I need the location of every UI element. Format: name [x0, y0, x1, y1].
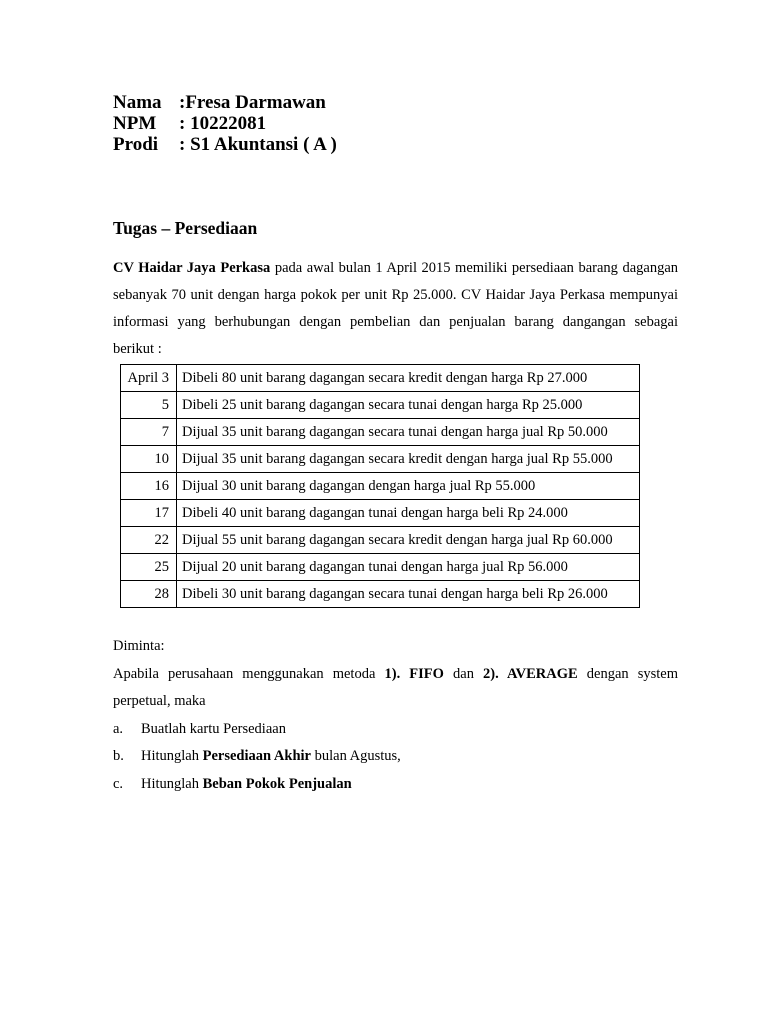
description-cell: Dijual 30 unit barang dagangan dengan harga jual Rp 55.000	[177, 473, 640, 500]
item-tail: bulan Agustus,	[310, 748, 401, 764]
req-text: dan	[443, 665, 484, 682]
intro-line	[113, 255, 678, 282]
info-row-nama	[113, 92, 337, 113]
intro-line: informasi yang berhubungan dengan pembelian dan penjualan barang dangangan sebagai	[113, 314, 678, 330]
info-value: :Fresa Darmawan	[179, 92, 326, 113]
req-text: Apabila perusahaan menggunakan metoda	[113, 665, 385, 682]
requirements-line: perpetual, maka	[113, 693, 206, 709]
requirements-line	[113, 661, 678, 689]
table-row	[121, 527, 640, 554]
date-cell: 5	[121, 392, 177, 419]
item-text: Buatlah kartu Persediaan	[141, 720, 286, 737]
student-info	[113, 92, 337, 155]
intro-line: berikut :	[113, 341, 162, 357]
date-cell: April 3	[121, 365, 177, 392]
description-cell: Dibeli 80 unit barang dagangan secara kredit dengan harga Rp 27.000	[177, 365, 640, 392]
info-label: Prodi	[113, 134, 159, 155]
info-row-prodi	[113, 134, 337, 155]
requirements-section	[113, 633, 678, 798]
list-item	[113, 771, 678, 799]
item-bold: Persediaan Akhir	[202, 748, 311, 764]
intro-line: sebanyak 70 unit dengan harga pokok per unit Rp 25.000. CV Haidar Jaya Perkasa mempunyai	[113, 287, 678, 303]
description-cell: Dijual 35 unit barang dagangan secara kredit dengan harga jual Rp 55.000	[177, 446, 640, 473]
company-name: CV Haidar Jaya Perkasa	[113, 260, 271, 276]
intro-text: pada awal bulan 1 April 2015 memiliki persediaan barang dagangan	[270, 260, 679, 276]
date-cell: 10	[121, 446, 177, 473]
date-cell: 25	[121, 554, 177, 581]
table-row	[121, 473, 640, 500]
req-text: dengan system	[577, 665, 679, 682]
list-marker: a.	[113, 720, 124, 737]
date-cell: 28	[121, 581, 177, 608]
description-cell: Dijual 35 unit barang dagangan secara tunai dengan harga jual Rp 50.000	[177, 419, 640, 446]
item-text: Hitunglah	[141, 775, 203, 792]
info-label: Nama	[113, 92, 162, 113]
transactions-table	[120, 364, 640, 608]
list-item	[113, 716, 678, 744]
list-marker: b.	[113, 748, 124, 764]
description-cell: Dijual 20 unit barang dagangan tunai dengan harga jual Rp 56.000	[177, 554, 640, 581]
description-cell: Dibeli 25 unit barang dagangan secara tunai dengan harga Rp 25.000	[177, 392, 640, 419]
table-row	[121, 365, 640, 392]
table-row	[121, 419, 640, 446]
description-cell: Dijual 55 unit barang dagangan secara kredit dengan harga jual Rp 60.000	[177, 527, 640, 554]
requirements-heading: Diminta:	[113, 638, 165, 654]
table-row	[121, 554, 640, 581]
table-row	[121, 392, 640, 419]
item-text: Hitunglah	[141, 748, 203, 764]
table-row	[121, 500, 640, 527]
date-cell: 22	[121, 527, 177, 554]
date-cell: 7	[121, 419, 177, 446]
table-row	[121, 581, 640, 608]
info-row-npm	[113, 113, 337, 134]
date-cell: 17	[121, 500, 177, 527]
info-value: : 10222081	[179, 113, 267, 134]
description-cell: Dibeli 40 unit barang dagangan tunai dengan harga beli Rp 24.000	[177, 500, 640, 527]
table-row	[121, 446, 640, 473]
info-value: : S1 Akuntansi ( A )	[179, 134, 337, 155]
item-bold: Beban Pokok Penjualan	[202, 775, 352, 792]
info-label: NPM	[113, 113, 157, 134]
task-title: Tugas – Persediaan	[113, 218, 258, 238]
date-cell: 16	[121, 473, 177, 500]
method-fifo: 1). FIFO	[384, 665, 444, 682]
description-cell: Dibeli 30 unit barang dagangan secara tunai dengan harga beli Rp 26.000	[177, 581, 640, 608]
list-marker: c.	[113, 775, 124, 792]
intro-paragraph	[113, 255, 678, 363]
list-item	[113, 743, 678, 771]
method-average: 2). AVERAGE	[483, 665, 578, 682]
